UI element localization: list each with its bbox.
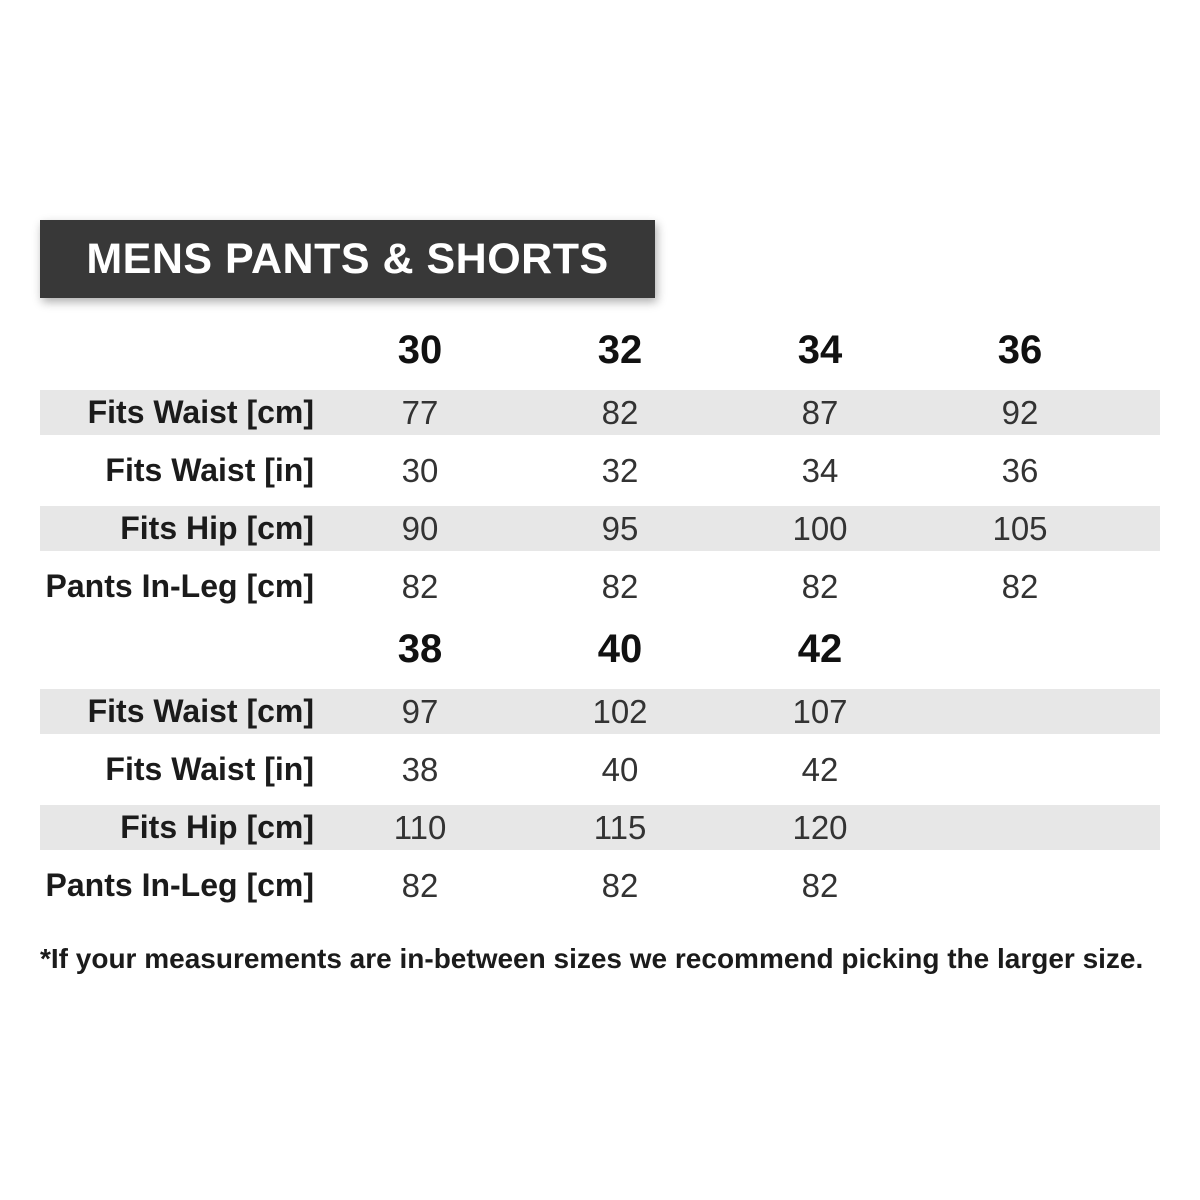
cell-value: 77: [320, 390, 520, 435]
size-header-row: [40, 622, 1160, 676]
cell-value: 82: [401, 567, 439, 605]
cell-value: 82: [801, 866, 839, 904]
size-column-header: 40: [597, 626, 643, 671]
size-column-header: 32: [597, 327, 643, 372]
cell-value: 82: [601, 567, 639, 605]
row-label: Fits Hip [cm]: [40, 805, 320, 850]
size-column-header: 34: [797, 327, 843, 372]
table-row: [40, 689, 1160, 734]
cell-value: 102: [520, 689, 720, 734]
size-column-header: [920, 622, 1160, 676]
title-bar: [40, 220, 655, 298]
cell-value: 100: [720, 506, 920, 551]
cell-value: 36: [1001, 451, 1039, 489]
cell-value: 107: [720, 689, 920, 734]
row-label: Pants In-Leg [cm]: [45, 867, 314, 903]
cell-value: [920, 747, 1160, 792]
footnote: *If your measurements are in-between sizes we recommend picking the larger size.: [40, 943, 1144, 974]
cell-value: 95: [520, 506, 720, 551]
cell-value: 34: [801, 451, 839, 489]
size-column-header: 38: [397, 626, 443, 671]
cell-value: [920, 863, 1160, 908]
corner-cell: [40, 622, 320, 676]
cell-value: 105: [920, 506, 1160, 551]
cell-value: 42: [801, 750, 839, 788]
table-row: [40, 448, 1160, 493]
cell-value: 92: [920, 390, 1160, 435]
cell-value: 40: [601, 750, 639, 788]
row-label: Fits Waist [cm]: [40, 390, 320, 435]
size-table: [40, 310, 1160, 921]
cell-value: 82: [601, 866, 639, 904]
cell-value: 97: [320, 689, 520, 734]
table-row: [40, 747, 1160, 792]
size-column-header: 30: [397, 327, 443, 372]
cell-value: 82: [1001, 567, 1039, 605]
row-label: Fits Waist [cm]: [40, 689, 320, 734]
cell-value: 110: [320, 805, 520, 850]
row-label: Pants In-Leg [cm]: [45, 568, 314, 604]
cell-value: 90: [320, 506, 520, 551]
row-label: Fits Waist [in]: [105, 751, 314, 787]
size-header-row: [40, 323, 1160, 377]
table-row: [40, 506, 1160, 551]
table-row: [40, 564, 1160, 609]
corner-cell: [40, 323, 320, 377]
cell-value: 87: [720, 390, 920, 435]
table-row: [40, 805, 1160, 850]
page-title: MENS PANTS & SHORTS: [86, 235, 609, 283]
cell-value: 82: [401, 866, 439, 904]
size-column-header: 36: [997, 327, 1043, 372]
size-column-header: 42: [797, 626, 843, 671]
cell-value: 120: [720, 805, 920, 850]
cell-value: 32: [601, 451, 639, 489]
cell-value: 82: [520, 390, 720, 435]
cell-value: 82: [801, 567, 839, 605]
cell-value: [920, 689, 1160, 734]
cell-value: 115: [520, 805, 720, 850]
cell-value: 38: [401, 750, 439, 788]
row-label: Fits Hip [cm]: [40, 506, 320, 551]
row-label: Fits Waist [in]: [105, 452, 314, 488]
table-row: [40, 390, 1160, 435]
cell-value: 30: [401, 451, 439, 489]
cell-value: [920, 805, 1160, 850]
table-row: [40, 863, 1160, 908]
